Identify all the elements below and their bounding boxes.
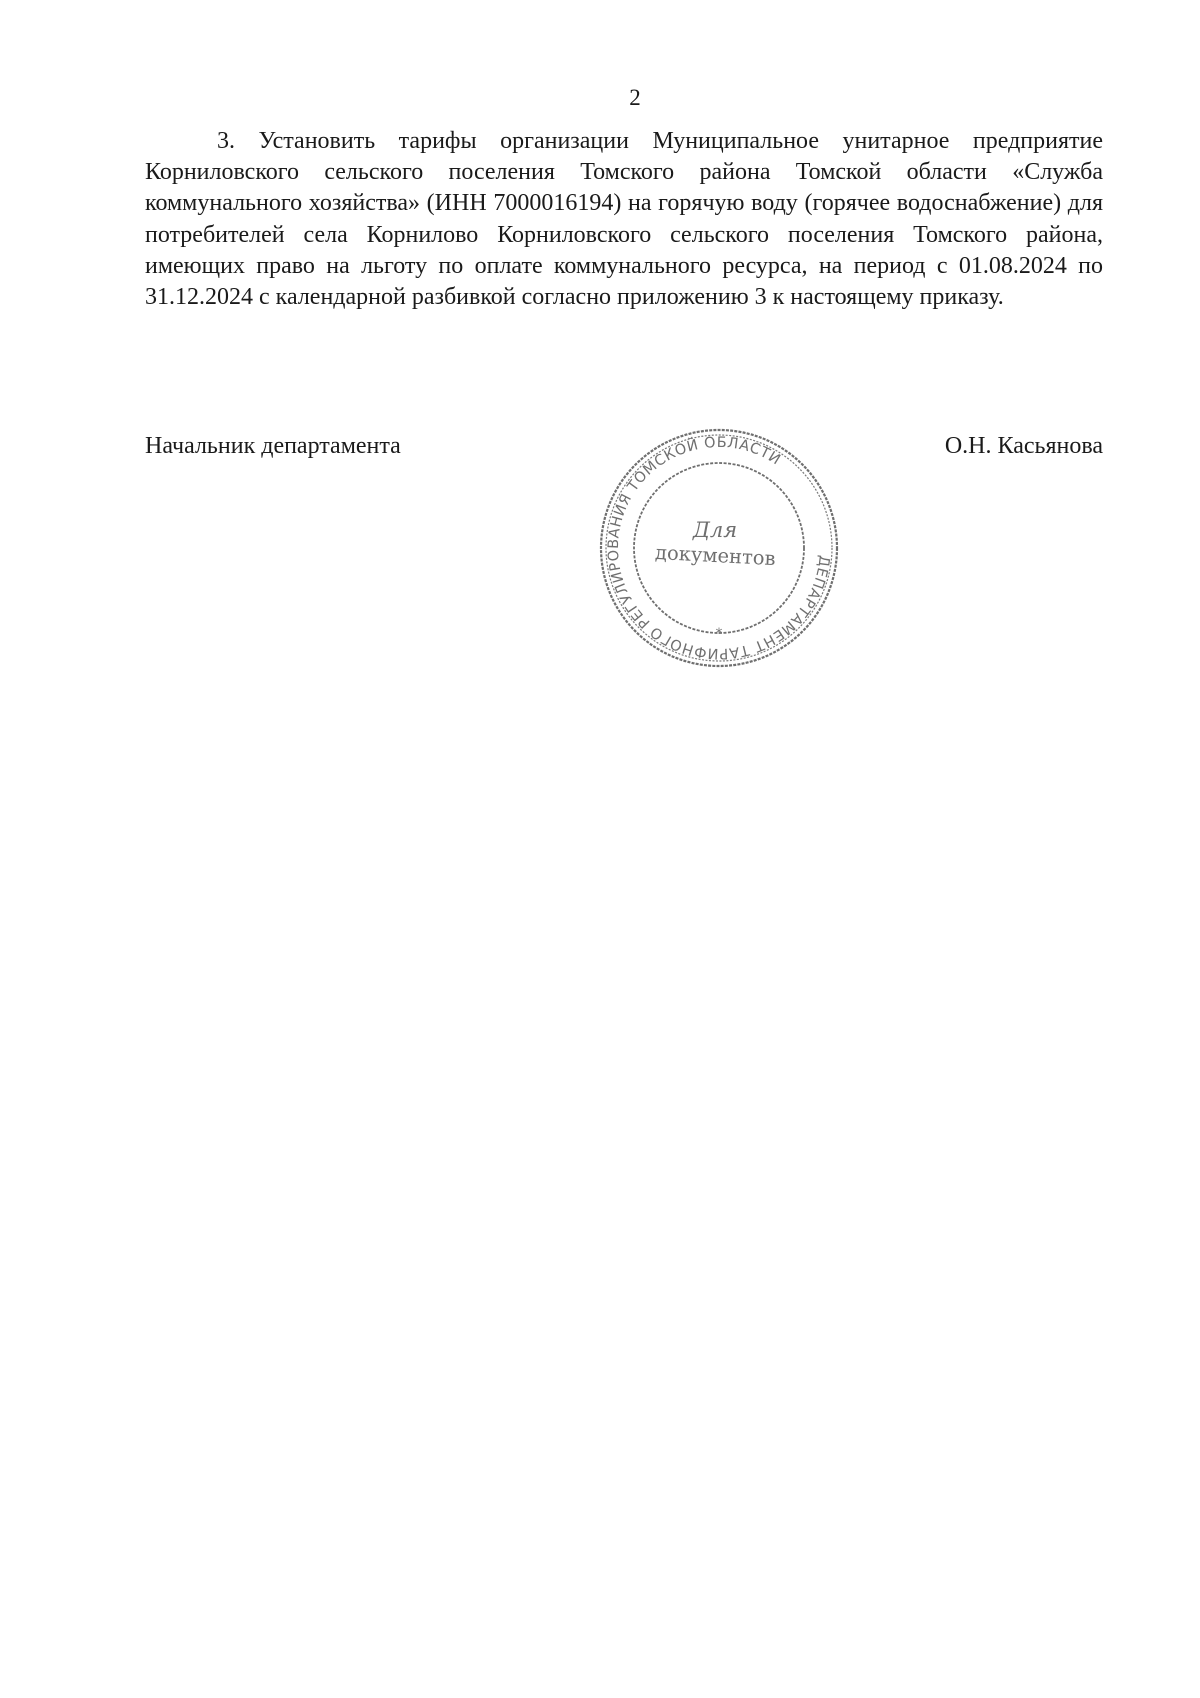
stamp-center-line-2: документов — [654, 540, 777, 571]
stamp-center-line-1: Для — [692, 518, 738, 542]
stamp-ring-text: ДЕПАРТАМЕНТ ТАРИФНОГО РЕГУЛИРОВАНИЯ ТОМСКОЙ ОБЛАСТИ — [605, 434, 832, 662]
signatory-name: О.Н. Касьянова — [944, 433, 1103, 459]
stamp-star: * — [715, 626, 723, 642]
signatory-position: Начальник департамента — [145, 433, 401, 459]
official-stamp — [597, 426, 841, 670]
body-paragraph: 3. Установить тарифы организации Муниципальное унитарное предприятие Корниловского сельского поселения Томского района Томской области «Служба коммунального хозяйства» (ИНН 7000016194) на горячую воду (горячее водоснабжение) для потребителей села Корнилово Корниловского сельского поселения Томского района, имеющих право на льготу по оплате коммунального ресурса, на период с 01.08.2024 по 31.12.2024 с календарной разбивкой согласно приложению 3 к настоящему приказу. — [145, 128, 1103, 311]
page-number: 2 — [629, 85, 641, 110]
